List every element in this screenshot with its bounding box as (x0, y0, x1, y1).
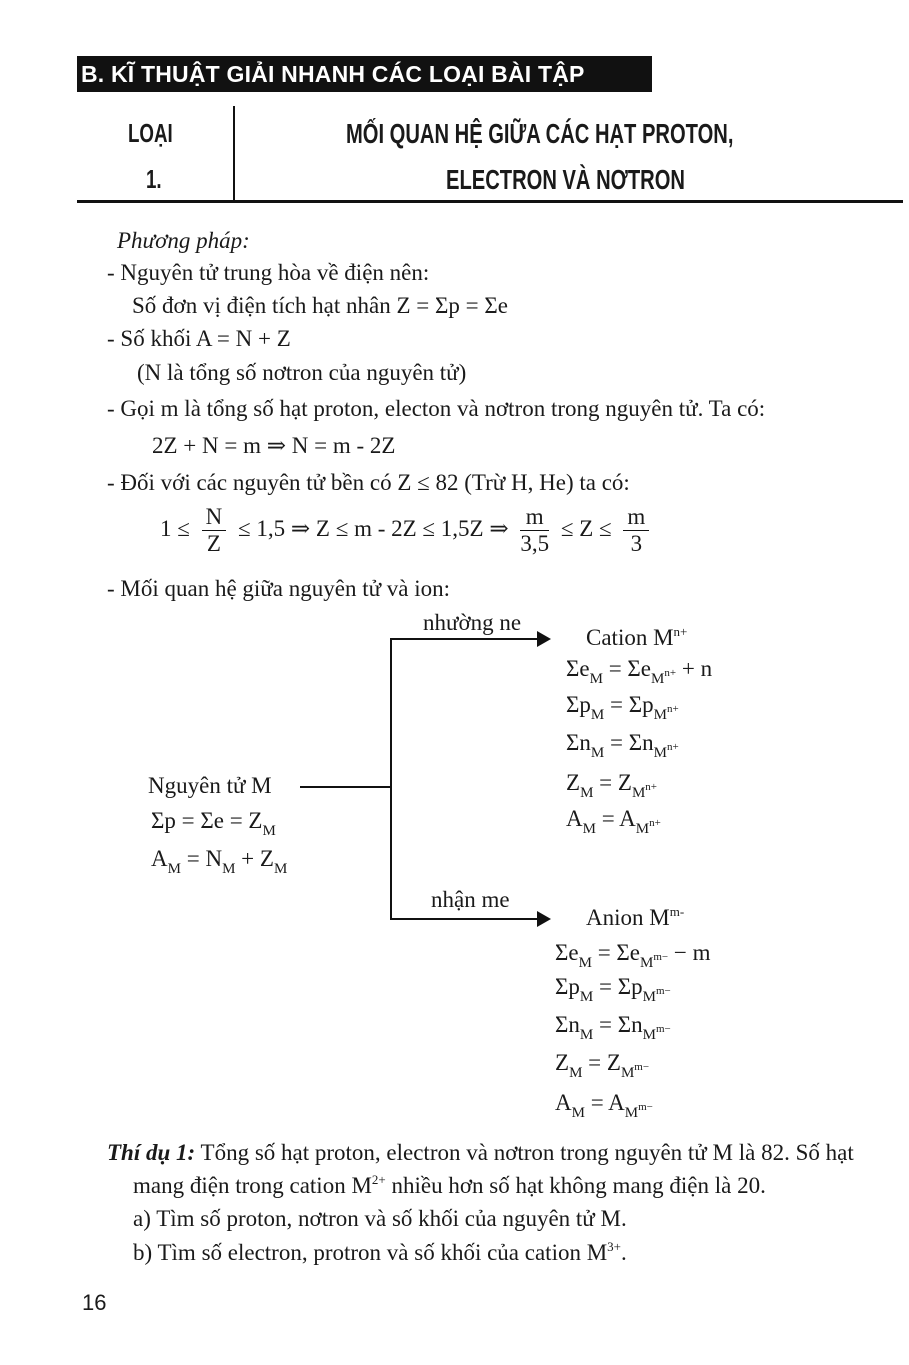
ion-equation (555, 1090, 653, 1122)
eq-sub: Mn+ (635, 817, 661, 837)
eq-sub: M (578, 955, 592, 971)
eq-text: A (151, 846, 168, 871)
example-text: b) Tìm số electron, protron và số khối của cation M (133, 1240, 608, 1265)
example-line1 (107, 1140, 854, 1166)
eq-text: Anion M (586, 905, 670, 930)
eq-sup: m− (655, 1023, 671, 1035)
relation-intro: - Mối quan hệ giữa nguyên tử và ion: (107, 576, 451, 601)
ion-equation (555, 974, 671, 1006)
fraction (623, 504, 649, 557)
frac-den: 3,5 (520, 531, 550, 556)
eq-sub: M (590, 745, 605, 761)
eq-lhs: Σe (566, 656, 590, 681)
eq-lhs: Σp (566, 692, 591, 717)
type-label: LOẠI (128, 118, 173, 148)
eq-sub: M (582, 821, 596, 837)
eq-sup: m− (653, 951, 669, 963)
example-part-b (133, 1239, 627, 1266)
example-label: Thí dụ 1: (107, 1140, 196, 1165)
anion-arrow-label: nhận me (431, 887, 510, 912)
frac-den: Z (206, 531, 221, 556)
eq-tail: − m (668, 940, 711, 965)
ion-equation (566, 730, 679, 762)
eq-sup: n+ (645, 781, 657, 793)
eq-rhs: = Σe (591, 940, 641, 965)
eq-lhs: Σn (566, 730, 591, 755)
eq-rhs: = Σn (593, 1012, 643, 1037)
eq-text: Σp = Σe = Z (151, 808, 263, 833)
atom-eq2 (151, 846, 287, 878)
eq-sub: Mm− (642, 1023, 671, 1043)
eq-sub: Mm− (642, 985, 671, 1005)
eq-lhs: Σp (555, 974, 580, 999)
atom-eq1 (151, 808, 276, 840)
chapter-title-line1: MỐI QUAN HỆ GIỮA CÁC HẠT PROTON, (346, 118, 734, 149)
eq-rhs: = A (584, 1090, 625, 1115)
eq-sub: Mm− (640, 951, 669, 971)
eq-rhs: = Σn (604, 730, 654, 755)
eq-sub: M (222, 861, 236, 877)
eq-sub: M (569, 1065, 583, 1081)
method-line: - Số khối A = N + Z (107, 326, 291, 351)
eq-sub: M (580, 785, 594, 801)
example-text: Tổng số hạt proton, electron và nơtron trong nguyên tử M là 82. Số hạt (195, 1140, 854, 1165)
eq-sub: Mn+ (631, 781, 657, 801)
method-heading: Phương pháp: (117, 228, 250, 253)
eq-sup: m− (638, 1101, 653, 1113)
eq-sub: M (571, 1105, 585, 1121)
eq-sup: n+ (666, 741, 679, 753)
eq-text: Cation M (586, 625, 674, 650)
example-sup: 3+ (607, 1239, 622, 1254)
eq-sub: M (262, 823, 276, 839)
cation-title (586, 624, 687, 651)
ion-equation (555, 940, 711, 972)
eq-sup: n+ (649, 817, 661, 829)
method-line: 2Z + N = m ⇒ N = m - 2Z (152, 433, 396, 458)
fraction (202, 504, 227, 557)
eq-rhs: = Σp (593, 974, 643, 999)
cation-arrow-label: nhường ne (423, 610, 522, 635)
section-header: B. KĨ THUẬT GIẢI NHANH CÁC LOẠI BÀI TẬP (77, 56, 652, 92)
ineq-part: ≤ Z ≤ (560, 515, 612, 541)
eq-sub: M (579, 1027, 594, 1043)
frac-num: N (202, 504, 227, 531)
eq-sup: n+ (664, 667, 677, 679)
eq-sub: M (589, 671, 603, 687)
ineq-part: 1 ≤ (160, 515, 190, 541)
ineq-part: ≤ 1,5 ⇒ Z ≤ m - 2Z ≤ 1,5Z ⇒ (238, 515, 509, 541)
eq-rhs: = A (595, 806, 636, 831)
eq-sub: M (579, 989, 594, 1005)
header-rule (77, 200, 903, 203)
eq-text: = N (180, 846, 223, 871)
eq-sup: m− (655, 985, 671, 997)
eq-sub: M (273, 861, 288, 877)
atom-connector-line (300, 786, 392, 788)
frac-den: 3 (630, 531, 643, 556)
eq-sub: Mm− (620, 1061, 650, 1081)
frac-num: m (520, 504, 549, 531)
eq-sub: Mn+ (653, 703, 679, 723)
method-line: Số đơn vị điện tích hạt nhân Z = Σp = Σe (132, 293, 508, 318)
eq-lhs: Z (555, 1050, 570, 1075)
eq-lhs: Σe (555, 940, 579, 965)
eq-tail: + n (676, 656, 713, 681)
chapter-title-line2: ELECTRON VÀ NƠTRON (446, 164, 685, 195)
eq-rhs: = Z (582, 1050, 621, 1075)
eq-sup: m− (634, 1061, 650, 1073)
eq-sub: M (167, 861, 181, 877)
ion-equation (555, 1050, 649, 1082)
eq-rhs: = Z (593, 770, 632, 795)
ion-equation (555, 1012, 671, 1044)
page-number: 16 (82, 1290, 107, 1315)
ion-equation (566, 692, 679, 724)
example-text: mang điện trong cation M (133, 1173, 372, 1198)
eq-sub: Mn+ (653, 741, 679, 761)
eq-rhs: = Σe (602, 656, 652, 681)
frac-num: m (623, 504, 649, 531)
arrow-right-icon (537, 631, 551, 647)
eq-sup: n+ (673, 624, 688, 639)
ion-equation (566, 656, 712, 688)
eq-sub: Mn+ (651, 667, 677, 687)
example-line2 (133, 1172, 766, 1199)
eq-rhs: = Σp (604, 692, 654, 717)
anion-arrow-line (390, 918, 540, 920)
eq-sup: m- (669, 904, 685, 919)
type-number: 1. (146, 164, 162, 194)
cation-arrow-line (390, 638, 540, 640)
eq-lhs: Z (566, 770, 581, 795)
eq-sub: Mm− (624, 1101, 653, 1121)
eq-lhs: A (555, 1090, 572, 1115)
inequality (160, 504, 655, 557)
eq-lhs: Σn (555, 1012, 580, 1037)
header-divider (233, 106, 235, 202)
arrow-right-icon (537, 911, 551, 927)
example-text: nhiều hơn số hạt không mang điện là 20. (385, 1173, 766, 1198)
ion-equation (566, 806, 661, 838)
eq-sup: n+ (666, 703, 679, 715)
eq-sub: M (590, 707, 605, 723)
example-sup: 2+ (371, 1172, 386, 1187)
fraction (520, 504, 549, 557)
eq-text: + Z (235, 846, 274, 871)
diagram-vertical-line (390, 638, 392, 920)
eq-lhs: A (566, 806, 583, 831)
anion-title (586, 904, 684, 931)
atom-label: Nguyên tử M (148, 773, 272, 798)
ion-equation (566, 770, 657, 802)
method-line: - Nguyên tử trung hòa về điện nên: (107, 260, 430, 285)
example-part-a: a) Tìm số proton, nơtron và số khối của nguyên tử M. (133, 1206, 627, 1231)
method-line: (N là tổng số nơtron của nguyên tử) (137, 360, 467, 385)
example-text: . (621, 1240, 627, 1265)
method-line: - Gọi m là tổng số hạt proton, electon và nơtron trong nguyên tử. Ta có: (107, 396, 766, 421)
method-line: - Đối với các nguyên tử bền có Z ≤ 82 (Trừ H, He) ta có: (107, 470, 630, 495)
